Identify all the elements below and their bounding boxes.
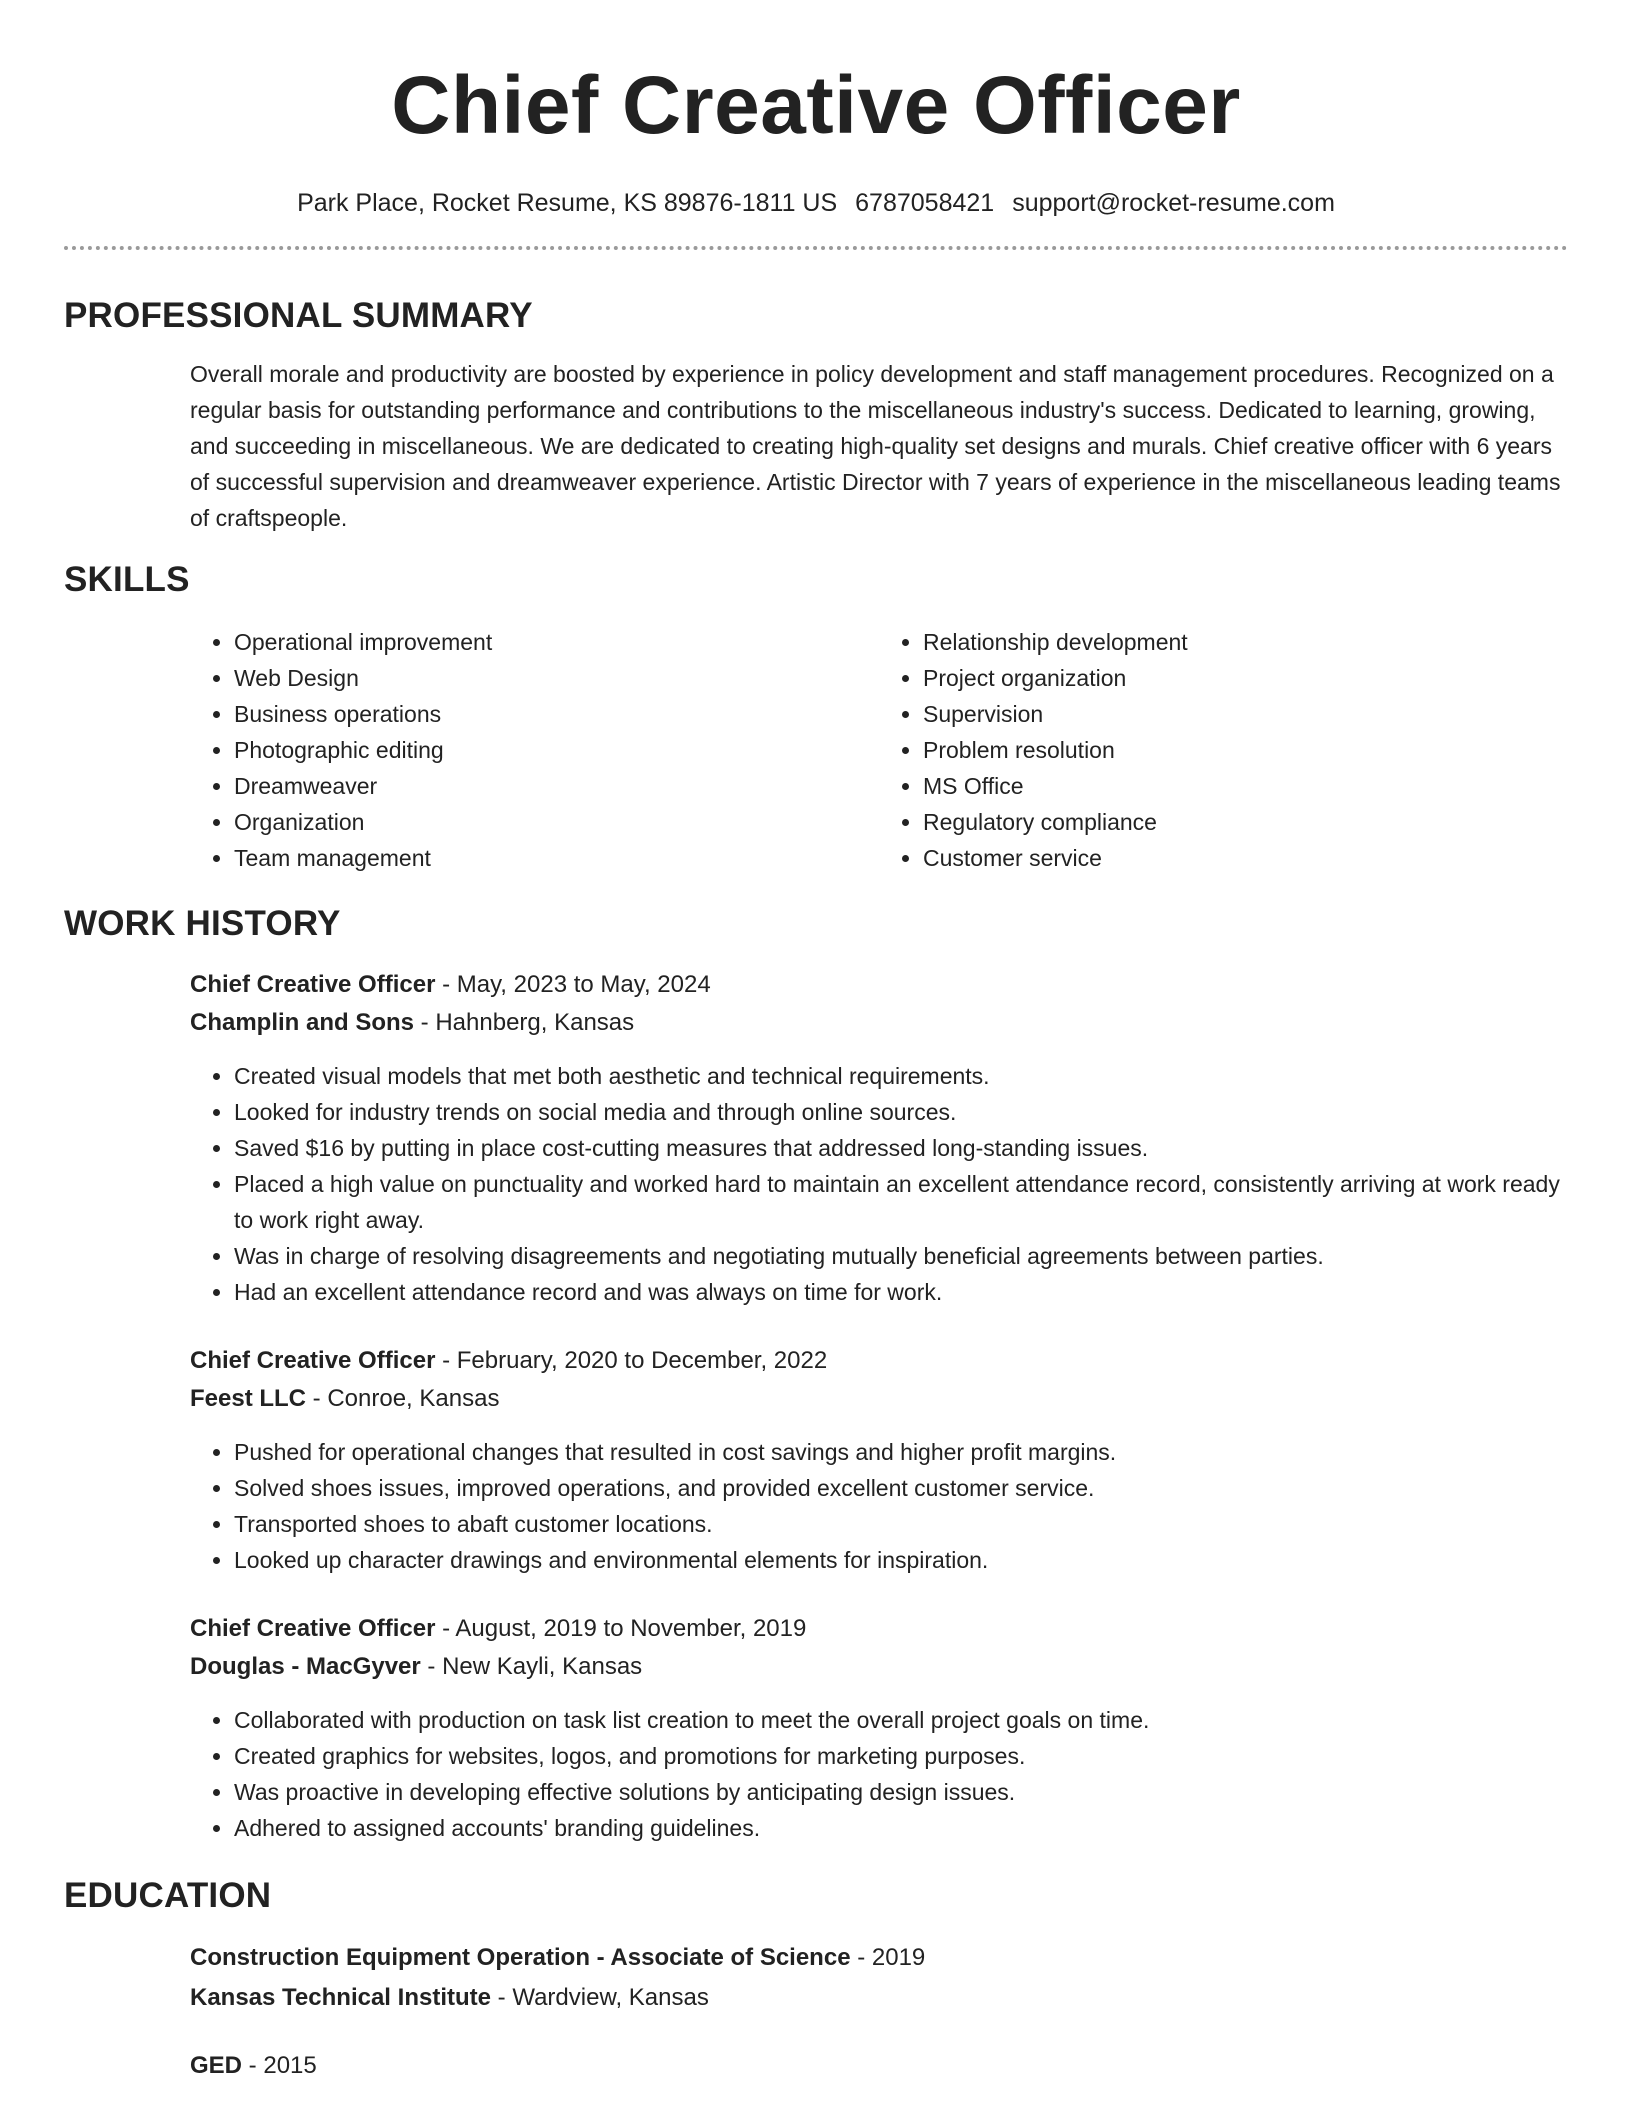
skill-item: • Customer service <box>923 840 1568 876</box>
job-dates: - August, 2019 to November, 2019 <box>435 1615 807 1642</box>
skill-item: • Web Design <box>234 660 879 696</box>
job-title-line <box>190 966 1568 1004</box>
skill-item: • MS Office <box>923 768 1568 804</box>
job-company-line <box>190 1380 1568 1418</box>
job-bullet: • Was proactive in developing effective solutions by anticipating design issues. <box>234 1774 1568 1810</box>
job-entry <box>64 1610 1568 1846</box>
job-bullet: • Had an excellent attendance record and was always on time for work. <box>234 1274 1568 1310</box>
job-bullets <box>190 1058 1568 1310</box>
job-title-line <box>190 1342 1568 1380</box>
education-year: - 2015 <box>242 2052 317 2079</box>
education-entry <box>64 1938 1568 2018</box>
skill-item: • Relationship development <box>923 624 1568 660</box>
job-bullet: • Collaborated with production on task list creation to meet the overall project goals on time. <box>234 1702 1568 1738</box>
education-degree-line <box>190 1938 1568 1978</box>
job-bullet: • Pushed for operational changes that resulted in cost savings and higher profit margins. <box>234 1434 1568 1470</box>
contact-phone: 6787058421 <box>855 189 995 217</box>
job-bullet: • Saved $16 by putting in place cost-cutting measures that addressed long-standing issues. <box>234 1130 1568 1166</box>
skill-item: • Dreamweaver <box>234 768 879 804</box>
contact-address: Park Place, Rocket Resume, KS 89876-1811 US <box>297 189 838 217</box>
job-role: Chief Creative Officer <box>190 1615 436 1642</box>
contact-email: support@rocket-resume.com <box>1012 189 1335 217</box>
job-location: - Hahnberg, Kansas <box>414 1009 635 1036</box>
skill-item: • Problem resolution <box>923 732 1568 768</box>
job-bullet: • Was in charge of resolving disagreements and negotiating mutually beneficial agreements between parties. <box>234 1238 1568 1274</box>
education-school-line <box>190 1978 1568 2018</box>
education-entry <box>64 2046 1568 2086</box>
education-degree: Construction Equipment Operation - Associate of Science <box>190 1944 851 1971</box>
skills-heading: SKILLS <box>64 560 190 599</box>
skill-item: • Operational improvement <box>234 624 879 660</box>
skills-column-right <box>879 624 1568 876</box>
job-company-line <box>190 1648 1568 1686</box>
job-bullets <box>190 1702 1568 1846</box>
job-location: - Conroe, Kansas <box>306 1385 500 1412</box>
summary-heading: PROFESSIONAL SUMMARY <box>64 296 533 335</box>
job-bullet: • Created graphics for websites, logos, and promotions for marketing purposes. <box>234 1738 1568 1774</box>
education-degree: GED <box>190 2052 243 2079</box>
candidate-name: Chief Creative Officer <box>391 60 1241 151</box>
job-company-line <box>190 1004 1568 1042</box>
job-company: Champlin and Sons <box>190 1009 415 1036</box>
skills-column-left <box>190 624 879 876</box>
job-dates: - May, 2023 to May, 2024 <box>435 971 711 998</box>
job-bullet: • Adhered to assigned accounts' branding guidelines. <box>234 1810 1568 1846</box>
job-entry <box>64 1342 1568 1578</box>
job-dates: - February, 2020 to December, 2022 <box>435 1347 828 1374</box>
job-bullet: • Looked for industry trends on social media and through online sources. <box>234 1094 1568 1130</box>
skill-item: • Photographic editing <box>234 732 879 768</box>
job-company: Douglas - MacGyver <box>190 1653 421 1680</box>
skill-item: • Organization <box>234 804 879 840</box>
skill-item: • Team management <box>234 840 879 876</box>
skill-item: • Business operations <box>234 696 879 732</box>
job-bullet: • Solved shoes issues, improved operations, and provided excellent customer service. <box>234 1470 1568 1506</box>
job-location: - New Kayli, Kansas <box>420 1653 643 1680</box>
job-role: Chief Creative Officer <box>190 1347 436 1374</box>
education-heading: EDUCATION <box>64 1876 272 1915</box>
job-bullets <box>190 1434 1568 1578</box>
job-bullet: • Placed a high value on punctuality and worked hard to maintain an excellent attendance record, consistently arriving at work ready to work right away. <box>234 1166 1568 1238</box>
job-bullet: • Transported shoes to abaft customer locations. <box>234 1506 1568 1542</box>
skill-item: • Regulatory compliance <box>923 804 1568 840</box>
job-role: Chief Creative Officer <box>190 971 436 998</box>
header-divider <box>64 246 1568 250</box>
education-year: - 2019 <box>850 1944 926 1971</box>
job-company: Feest LLC <box>190 1385 307 1412</box>
skills-list <box>64 624 1568 876</box>
education-degree-line <box>190 2046 1568 2086</box>
job-title-line <box>190 1610 1568 1648</box>
skill-item: • Supervision <box>923 696 1568 732</box>
education-location: - Wardview, Kansas <box>490 1984 709 2011</box>
job-bullet: • Created visual models that met both aesthetic and technical requirements. <box>234 1058 1568 1094</box>
contact-line <box>64 186 1568 220</box>
job-entry <box>64 966 1568 1310</box>
work-heading: WORK HISTORY <box>64 904 341 943</box>
summary-text: Overall morale and productivity are boosted by experience in policy development and staff management procedures. Recognized on a regular basis for outstanding performance and contributions to the miscellaneous industry's success. Dedicated to learning, growing, and succeeding in miscellaneous. We are dedicated to creating high-quality set designs and murals. Chief creative officer with 6 years of successful supervision and dreamweaver experience. Artistic Director with 7 years of experience in the miscellaneous leading teams of craftspeople. <box>190 361 1561 531</box>
education-school: Kansas Technical Institute <box>190 1984 491 2011</box>
skill-item: • Project organization <box>923 660 1568 696</box>
job-bullet: • Looked up character drawings and environmental elements for inspiration. <box>234 1542 1568 1578</box>
